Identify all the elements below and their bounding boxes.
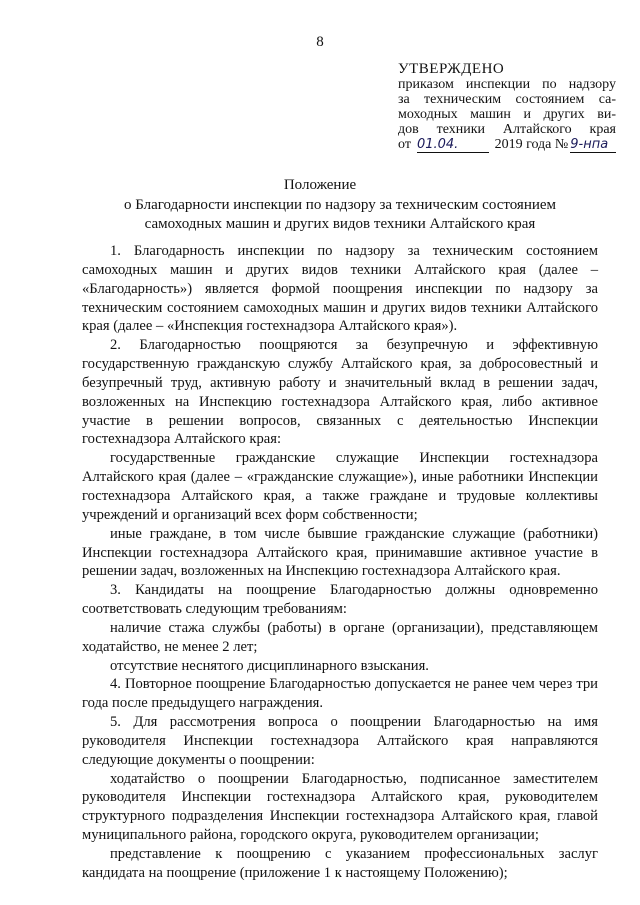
approval-line: моходных машин и других ви- bbox=[398, 107, 616, 122]
document-body bbox=[82, 242, 598, 883]
approval-line: приказом инспекции по надзору bbox=[398, 77, 616, 92]
paragraph: ходатайство о поощрении Благодарностью, подписанное заместителем руководителя Инспекции гостехнадзора Алтайского края, руководителем структурного подразделения Инспекции гостехнадзора Алтайского края, главой муниципального района, городского округа, руководителем организации; bbox=[82, 770, 598, 844]
page-number: 8 bbox=[316, 34, 324, 50]
handwritten-number-field bbox=[570, 137, 616, 153]
paragraph: 1. Благодарность инспекции по надзору за техническим состоянием самоходных машин и других видов техники Алтайского края (далее – «Благодарность») является формой поощрения инспекции по надзору за техническим состоянием самоходных машин и других видов техники Алтайского края (далее – «Инспекция гостехнадзора Алтайского края»). bbox=[82, 243, 598, 335]
handwritten-date: 01.04. bbox=[416, 137, 459, 152]
document-subtitle: о Благодарности инспекции по надзору за техническим состоянием самоходных машин и других видов техники Алтайского края bbox=[123, 197, 557, 232]
approval-date-line bbox=[398, 137, 616, 153]
paragraph: 5. Для рассмотрения вопроса о поощрении Благодарностью на имя руководителя Инспекции гостехнадзора Алтайского края направляются следующие документы о поощрении: bbox=[82, 714, 598, 768]
approval-from-label: от bbox=[398, 137, 411, 152]
paragraph: отсутствие неснятого дисциплинарного взыскания. bbox=[110, 657, 429, 674]
paragraph: 2. Благодарностью поощряются за безупречную и эффективную государственную гражданскую службу Алтайского края, за добросовестный и безупречный труд, активную работу и значительный вклад в решении задач, возложенных на Инспекцию гостехнадзора Алтайского края, либо активное участие в решении вопросов, связанных с деятельностью Инспекции гостехнадзора Алтайского края: bbox=[82, 337, 598, 448]
paragraph: представление к поощрению с указанием профессиональных заслуг кандидата на поощрение (приложение 1 к настоящему Положению); bbox=[82, 846, 598, 881]
approval-year-text: 2019 года № bbox=[494, 137, 569, 152]
paragraph: наличие стажа службы (работы) в органе (организации), представляющем ходатайство, не менее 2 лет; bbox=[82, 619, 598, 655]
paragraph: 4. Повторное поощрение Благодарностью допускается не ранее чем через три года после предыдущего награждения. bbox=[82, 676, 598, 712]
approval-line: дов техники Алтайского края bbox=[398, 122, 616, 137]
paragraph: государственные гражданские служащие Инспекции гостехнадзора Алтайского края (далее – «гражданские служащие»), иные работники Инспекции гостехнадзора Алтайского края, а также граждане и трудовые коллективы учреждений и организаций всех форм собственности; bbox=[82, 450, 598, 523]
approval-stamp bbox=[398, 62, 616, 153]
handwritten-number: 9-нпа bbox=[570, 137, 609, 152]
approval-heading: УТВЕРЖДЕНО bbox=[398, 61, 505, 77]
paragraph: иные граждане, в том числе бывшие гражданские служащие (работники) Инспекции гостехнадзора Алтайского края, принимавшие активное участие в решении задач, возложенных на Инспекцию гостехнадзора Алтайского края. bbox=[82, 525, 598, 580]
document-title: Положение bbox=[283, 177, 357, 193]
handwritten-date-field bbox=[417, 137, 489, 153]
approval-line: за техническим состоянием са- bbox=[398, 92, 616, 107]
paragraph: 3. Кандидаты на поощрение Благодарностью должны одновременно соответствовать следующим требованиям: bbox=[82, 582, 598, 618]
